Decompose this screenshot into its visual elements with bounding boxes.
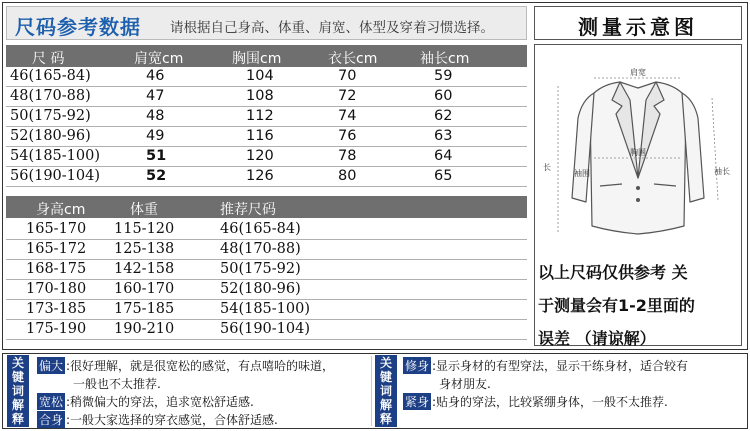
note-line-2: 于测量会有1-2里面的 [538,296,695,315]
keyword-separator [371,356,372,426]
keyword-loose-large [37,357,334,374]
cell-height: 165-172 [26,241,87,257]
diagram-header [534,6,742,40]
chest-label: 胸围 [630,148,646,157]
keyword-label-right: 关 键 词 解 释 [375,355,397,427]
cell-height: 170-180 [26,281,87,297]
jacket-diagram [538,48,738,244]
keyword-tag: 合身 [39,413,64,427]
cell-recommended: 48(170-88) [220,241,301,257]
cell-height: 165-170 [26,221,87,237]
col-shoulder: 肩宽cm [134,51,184,67]
diagram-title: 测量示意图 [578,15,698,39]
col-sleeve: 袖长cm [420,51,470,67]
cell-sleeve: 60 [434,88,453,104]
table-row [6,167,527,187]
sleeve-length-label: 袖长 [714,167,730,176]
cell-size: 46(165-84) [10,68,91,84]
table-row [6,240,527,260]
size-table-header [6,45,527,67]
note-line-3: 误差 （请谅解） [538,329,656,348]
cell-size: 48(170-88) [10,88,91,104]
table-row [6,220,527,240]
cell-shoulder: 49 [146,128,165,144]
shoulder-label: 肩宽 [630,68,646,77]
keyword-desc: :很好理解，就是很宽松的感觉，有点嘻哈的味道， [66,359,335,373]
cell-weight: 142-158 [114,261,175,277]
keyword-tight [403,393,668,410]
cell-height: 175-190 [26,321,87,337]
cell-chest: 120 [246,148,274,164]
keyword-tag: 紧身 [405,395,430,409]
cell-shoulder: 47 [146,88,165,104]
cell-recommended: 50(175-92) [220,261,301,277]
cell-length: 72 [338,88,357,104]
cell-size: 54(185-100) [10,148,101,164]
keyword-desc: :贴身的穿法，比较紧绷身体，一般不太推荐. [432,395,668,409]
table-row [6,300,527,320]
cell-sleeve: 65 [434,168,453,184]
cell-shoulder: 48 [146,108,165,124]
cell-shoulder: 52 [146,168,167,184]
title-bar [6,6,527,40]
cell-size: 50(175-92) [10,108,91,124]
cell-size: 56(190-104) [10,168,101,184]
table-row [6,280,527,300]
cell-length: 76 [338,128,357,144]
cell-chest: 116 [246,128,274,144]
cell-length: 74 [338,108,357,124]
keyword-desc: :一般大家选择的穿衣感觉，合体舒适感. [66,413,278,427]
keyword-tag: 偏大 [39,359,64,373]
cell-chest: 104 [246,68,274,84]
cell-shoulder: 46 [146,68,165,84]
col-size: 尺 码 [32,51,65,67]
cell-recommended: 52(180-96) [220,281,301,297]
table-row [6,87,527,107]
table-row [6,147,527,167]
keyword-tag: 修身 [405,359,430,373]
cell-sleeve: 62 [434,108,453,124]
page-subtitle: 请根据自己身高、体重、肩宽、体型及穿着习惯选择。 [170,20,494,36]
keyword-desc: :稍微偏大的穿法，追求宽松舒适感. [66,395,254,409]
length-label: 长 [543,163,551,172]
col-recommended: 推荐尺码 [220,202,276,218]
cell-recommended: 46(165-84) [220,221,301,237]
cell-sleeve: 64 [434,148,453,164]
table-row [6,107,527,127]
table-row [6,67,527,87]
keyword-fitted [37,411,278,428]
cell-recommended: 56(190-104) [220,321,311,337]
page-title: 尺码参考数据 [15,15,141,39]
keyword-relaxed [37,393,254,410]
cell-chest: 108 [246,88,274,104]
cell-sleeve: 63 [434,128,453,144]
cell-weight: 175-185 [114,301,175,317]
keyword-loose-large-cont: 一般也不太推荐. [73,377,161,391]
cell-chest: 126 [246,168,274,184]
col-length: 衣长cm [328,51,378,67]
note-line-1: 以上尺码仅供参考 关 [538,263,688,282]
keyword-desc: :显示身材的有型穿法，显示干练身材，适合较有 [432,359,689,373]
cell-weight: 160-170 [114,281,175,297]
keyword-tag: 宽松 [39,395,64,409]
col-height: 身高cm [36,202,86,218]
table-row [6,260,527,280]
cell-sleeve: 59 [434,68,453,84]
cell-weight: 115-120 [114,221,175,237]
keyword-panel [2,353,748,429]
sleeve-width-label: 袖围 [574,169,590,178]
cell-size: 52(180-96) [10,128,91,144]
cell-weight: 190-210 [114,321,175,337]
cell-length: 78 [338,148,357,164]
cell-length: 80 [338,168,357,184]
keyword-slim [403,357,688,374]
col-chest: 胸围cm [232,51,282,67]
cell-height: 168-175 [26,261,87,277]
cell-weight: 125-138 [114,241,175,257]
recommend-table-header [6,196,527,218]
cell-shoulder: 51 [146,148,167,164]
cell-recommended: 54(185-100) [220,301,311,317]
table-row [6,320,527,340]
cell-chest: 112 [246,108,274,124]
keyword-label-left: 关 键 词 解 释 [7,355,29,427]
cell-height: 173-185 [26,301,87,317]
keyword-slim-cont: 身材朋友. [439,377,491,391]
col-weight: 体重 [130,202,158,218]
table-row [6,127,527,147]
cell-length: 70 [338,68,357,84]
